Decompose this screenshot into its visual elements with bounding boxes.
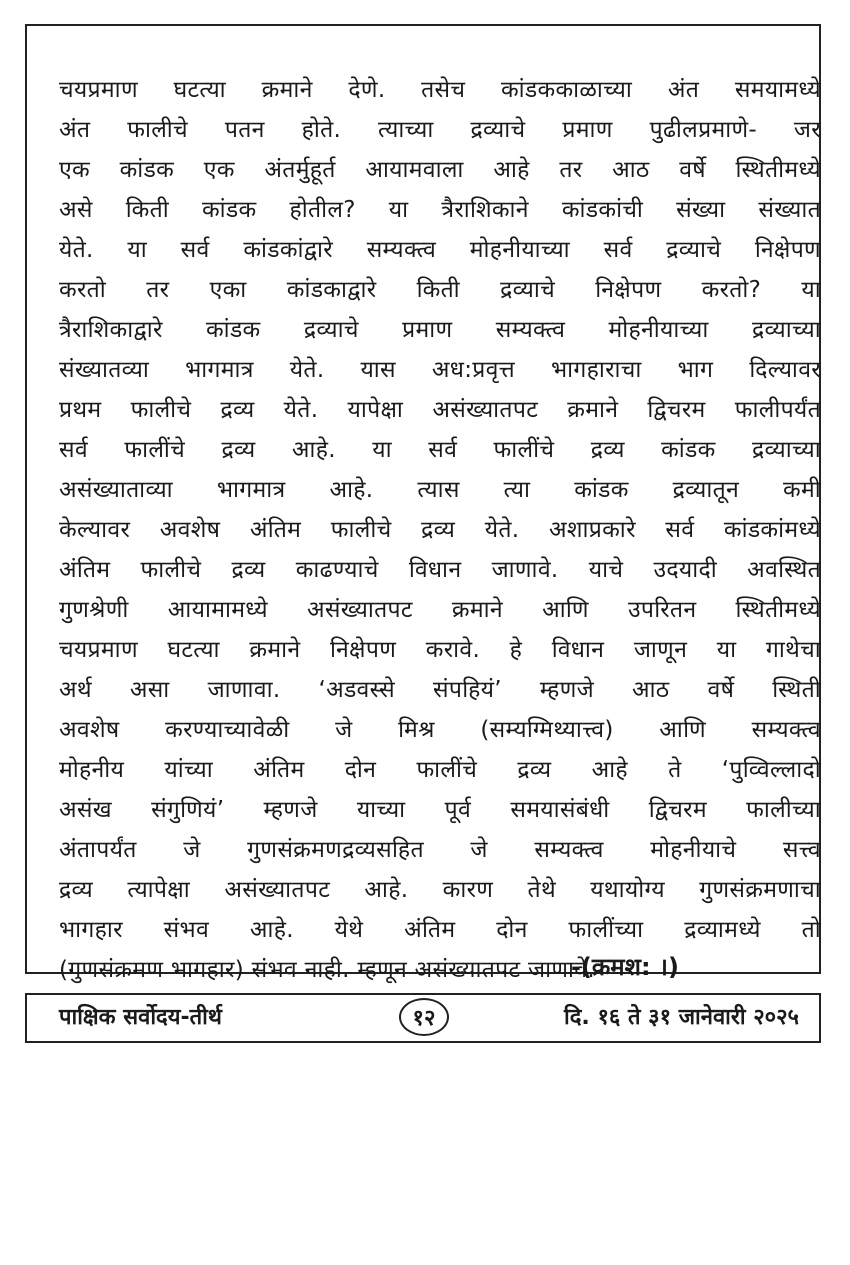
text-line: अंतिम फालीचे द्रव्य काढण्याचे विधान जाणावे. याचे उदयादी अवस्थित [59, 557, 821, 583]
continued-marker: -(क्रमश: ।) [570, 953, 679, 981]
text-line: अर्थ असा जाणावा. ‘अडवस्से संपहियं’ म्हणजे आठ वर्षे स्थिती [59, 677, 821, 703]
text-line: येते. या सर्व कांडकांद्वारे सम्यक्त्व मोहनीयाच्या सर्व द्रव्याचे निक्षेपण [59, 237, 821, 263]
text-line: एक कांडक एक अंतर्मुहूर्त आयामवाला आहे तर आठ वर्षे स्थितीमध्ये [59, 157, 821, 183]
page-number-badge: १२ [399, 998, 449, 1036]
text-line: मोहनीय यांच्या अंतिम दोन फालींचे द्रव्य आहे ते ‘पुव्विल्लादो [59, 757, 821, 783]
text-line: अंतापर्यंत जे गुणसंक्रमणद्रव्यसहित जे सम्यक्त्व मोहनीयाचे सत्त्व [59, 837, 821, 863]
text-line: असंख्याताव्या भागमात्र आहे. त्यास त्या कांडक द्रव्यातून कमी [59, 477, 821, 503]
text-line: असंख संगुणियं’ म्हणजे याच्या पूर्व समयासंबंधी द्विचरम फालीच्या [59, 797, 821, 823]
text-line: (गुणसंक्रमण भागहार) संभव नाही. म्हणून असंख्यातपट जाणावे. [59, 957, 595, 983]
text-line: सर्व फालींचे द्रव्य आहे. या सर्व फालींचे द्रव्य कांडक द्रव्याच्या [59, 437, 821, 463]
text-line: केल्यावर अवशेष अंतिम फालीचे द्रव्य येते. अशाप्रकारे सर्व कांडकांमध्ये [59, 517, 821, 543]
text-line: संख्यातव्या भागमात्र येते. यास अध:प्रवृत्त भागहाराचा भाग दिल्यावर [59, 357, 821, 383]
text-line: चयप्रमाण घटत्या क्रमाने देणे. तसेच कांडककाळाच्या अंत समयामध्ये [59, 77, 821, 103]
page-footer [25, 993, 821, 1043]
text-line: द्रव्य त्यापेक्षा असंख्यातपट आहे. कारण तेथे यथायोग्य गुणसंक्रमणाचा [59, 877, 821, 903]
text-line: चयप्रमाण घटत्या क्रमाने निक्षेपण करावे. हे विधान जाणून या गाथेचा [59, 637, 821, 663]
text-line: त्रैराशिकाद्वारे कांडक द्रव्याचे प्रमाण सम्यक्त्व मोहनीयाच्या द्रव्याच्या [59, 317, 821, 343]
text-line: गुणश्रेणी आयामामध्ये असंख्यातपट क्रमाने आणि उपरितन स्थितीमध्ये [59, 597, 821, 623]
publication-name: पाक्षिक सर्वोदय-तीर्थ [59, 1005, 222, 1030]
article-body [59, 70, 821, 990]
text-line: भागहार संभव आहे. येथे अंतिम दोन फालींच्या द्रव्यामध्ये तो [59, 917, 821, 943]
issue-date: दि. १६ ते ३१ जानेवारी २०२५ [564, 1005, 799, 1030]
text-line: प्रथम फालीचे द्रव्य येते. यापेक्षा असंख्यातपट क्रमाने द्विचरम फालीपर्यंत [59, 397, 821, 423]
text-line: असे किती कांडक होतील? या त्रैराशिकाने कांडकांची संख्या संख्यात [59, 197, 821, 223]
text-line: करतो तर एका कांडकाद्वारे किती द्रव्याचे निक्षेपण करतो? या [59, 277, 821, 303]
text-line: अंत फालीचे पतन होते. त्याच्या द्रव्याचे प्रमाण पुढीलप्रमाणे- जर [59, 117, 821, 143]
text-line: अवशेष करण्याच्यावेळी जे मिश्र (सम्यग्मिथ्यात्त्व) आणि सम्यक्त्व [59, 717, 821, 743]
article-frame [25, 24, 821, 983]
